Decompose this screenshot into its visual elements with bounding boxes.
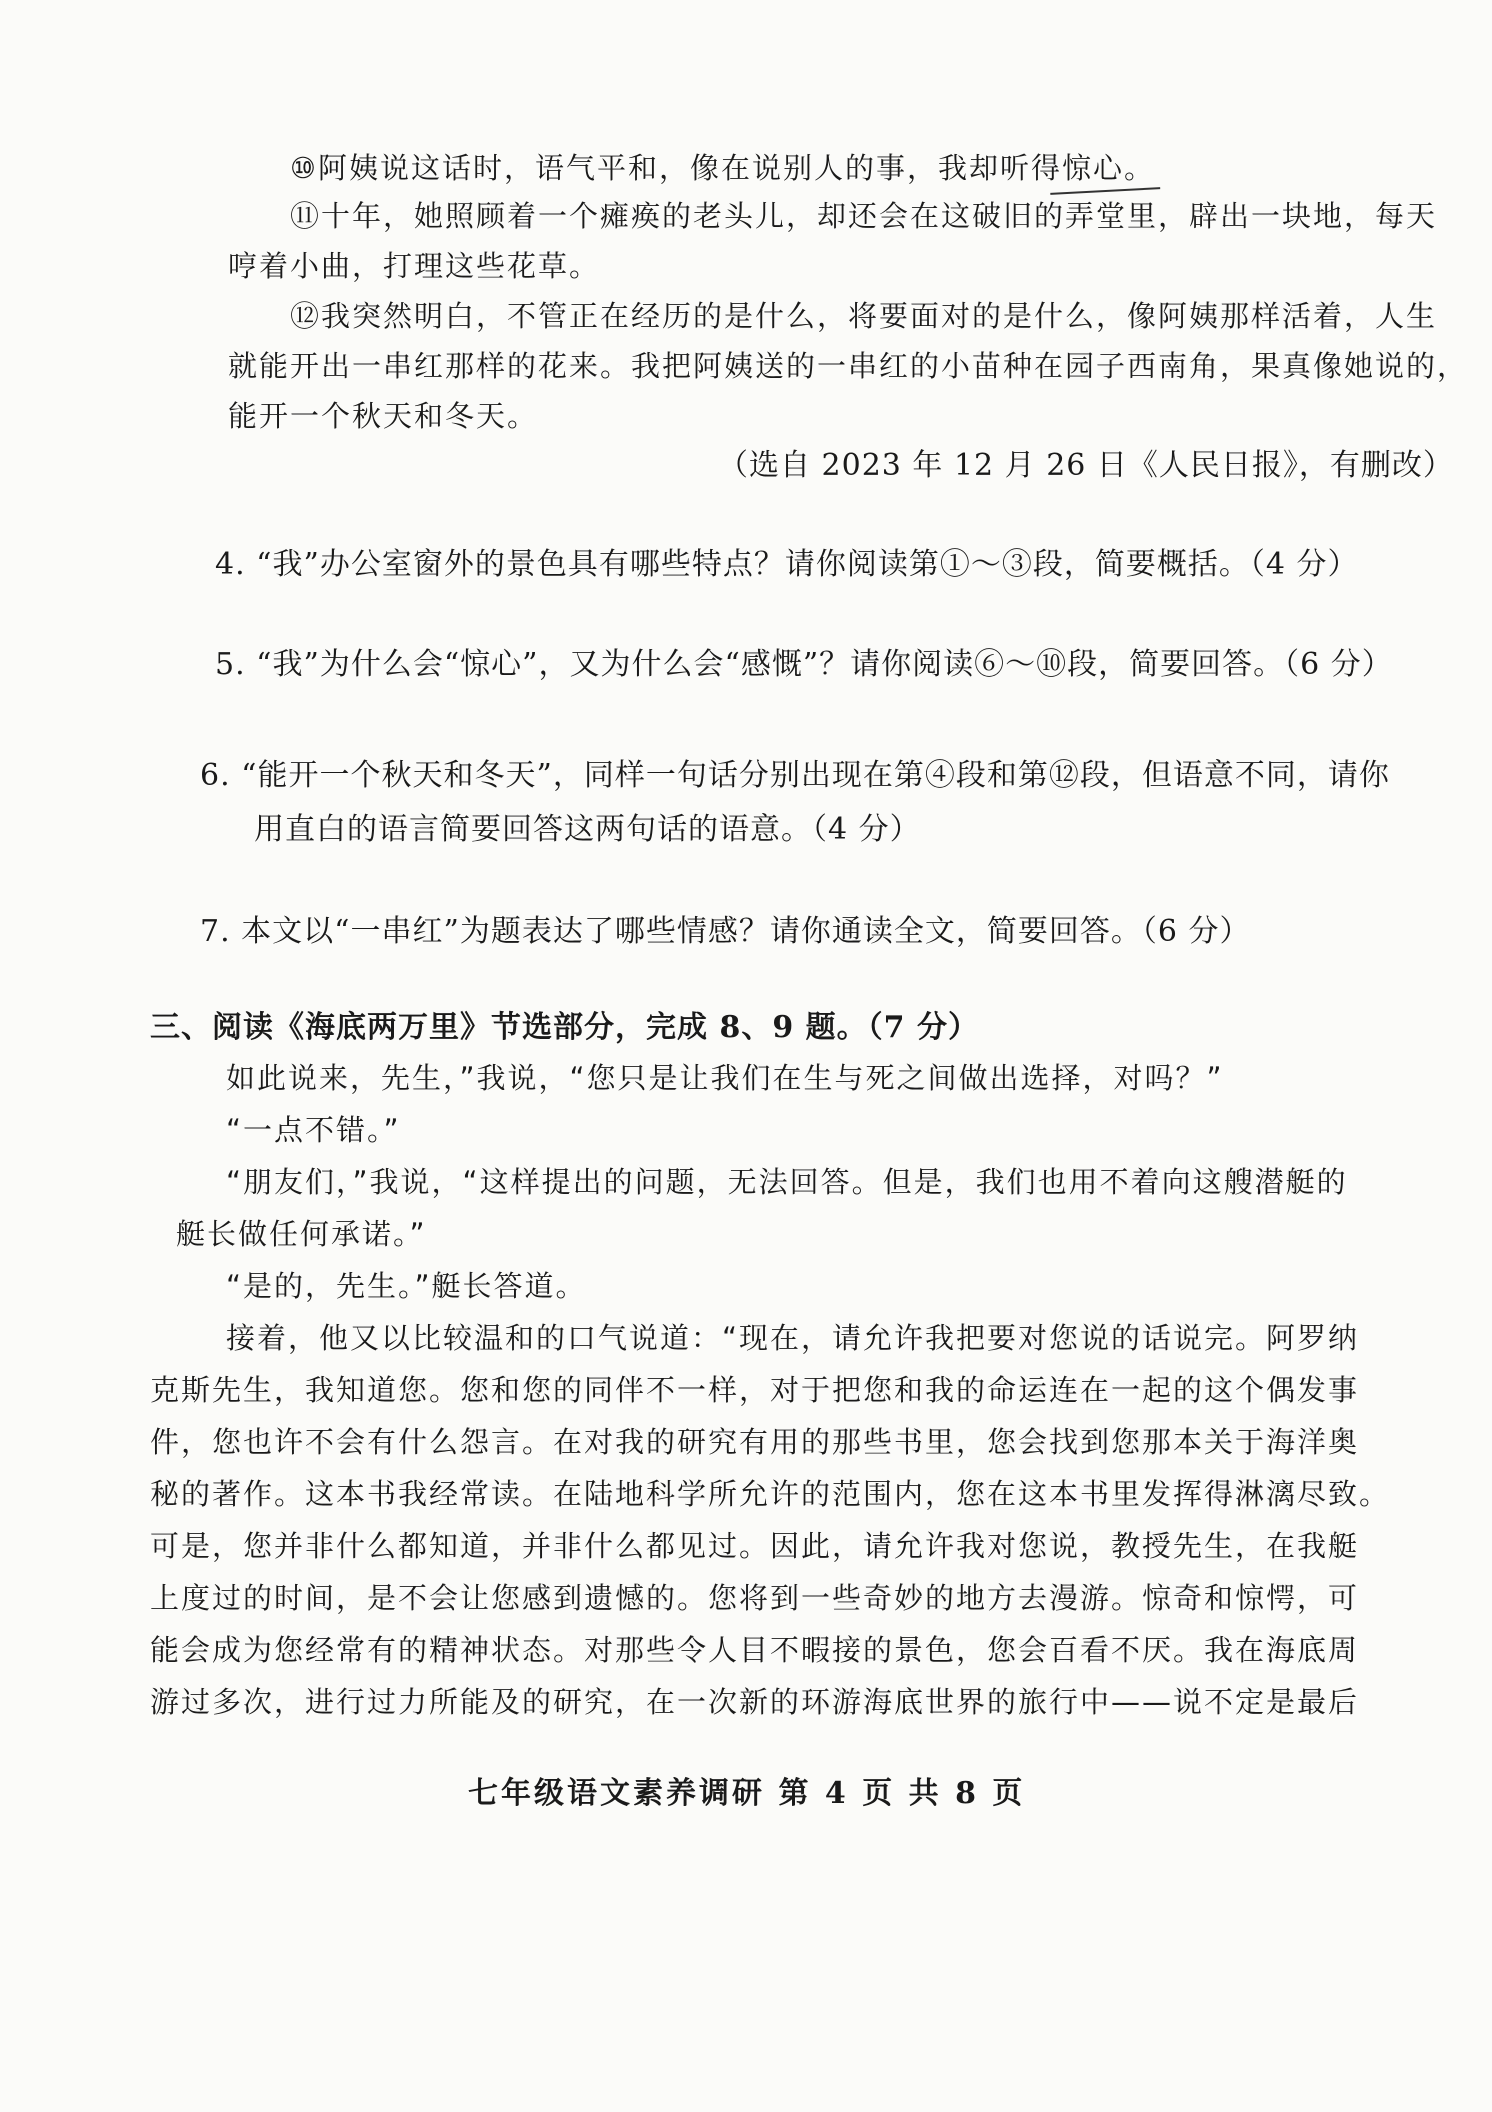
paragraph-12-line-1: ⑫我突然明白，不管正在经历的是什么，将要面对的是什么，像阿姨那样活着，人生	[290, 299, 1438, 333]
paragraph-10: ⑩阿姨说这话时，语气平和，像在说别人的事，我却听得惊心。	[290, 151, 1155, 185]
paragraph-12-line-3: 能开一个秋天和冬天。	[228, 399, 539, 433]
passage2-line: “一点不错。”	[226, 1113, 401, 1147]
question-5: 5. “我”为什么会“惊心”，又为什么会“感慨”？请你阅读⑥～⑩段，简要回答。（6 分）	[215, 647, 1393, 682]
passage2-line: 可是，您并非什么都知道，并非什么都见过。因此，请允许我对您说，教授先生，在我艇	[150, 1529, 1360, 1563]
passage2-line: “是的，先生。”艇长答道。	[226, 1269, 587, 1303]
passage2-line: 接着，他又以比较温和的口气说道：“现在，请允许我把要对您说的话说完。阿罗纳	[226, 1321, 1360, 1355]
question-6-line-2: 用直白的语言简要回答这两句话的语意。（4 分）	[254, 812, 921, 847]
passage2-line: 秘的著作。这本书我经常读。在陆地科学所允许的范围内，您在这本书里发挥得淋漓尽致。	[150, 1477, 1391, 1511]
passage2-line: 游过多次，进行过力所能及的研究，在一次新的环游海底世界的旅行中——说不定是最后	[150, 1685, 1360, 1719]
passage2-line: 上度过的时间，是不会让您感到遗憾的。您将到一些奇妙的地方去漫游。惊奇和惊愕，可	[150, 1581, 1360, 1615]
section-3-heading: 三、阅读《海底两万里》节选部分，完成 8、9 题。（7 分）	[150, 1010, 979, 1045]
paragraph-12-line-2: 就能开出一串红那样的花来。我把阿姨送的一串红的小苗种在园子西南角，果真像她说的，	[228, 349, 1469, 383]
paragraph-11-line-2: 哼着小曲，打理这些花草。	[228, 249, 601, 283]
passage2-line: 艇长做任何承诺。”	[176, 1217, 427, 1251]
passage2-line: 如此说来，先生，”我说，“您只是让我们在生与死之间做出选择，对吗？”	[226, 1061, 1224, 1095]
page-footer: 七年级语文素养调研 第 4 页 共 8 页	[468, 1776, 1026, 1811]
passage2-line: “朋友们，”我说，“这样提出的问题，无法回答。但是，我们也用不着向这艘潜艇的	[226, 1165, 1348, 1199]
passage-source: （选自 2023 年 12 月 26 日《人民日报》，有删改）	[718, 448, 1454, 483]
question-7: 7. 本文以“一串红”为题表达了哪些情感？请你通读全文，简要回答。（6 分）	[200, 914, 1251, 949]
question-4: 4. “我”办公室窗外的景色具有哪些特点？请你阅读第①～③段，简要概括。（4 分）	[215, 547, 1359, 582]
passage2-line: 克斯先生，我知道您。您和您的同伴不一样，对于把您和我的命运连在一起的这个偶发事	[150, 1373, 1360, 1407]
paragraph-11-line-1: ⑪十年，她照顾着一个瘫痪的老头儿，却还会在这破旧的弄堂里，辟出一块地，每天	[290, 199, 1438, 233]
passage2-line: 能会成为您经常有的精神状态。对那些令人目不暇接的景色，您会百看不厌。我在海底周	[150, 1633, 1360, 1667]
passage2-line: 件，您也许不会有什么怨言。在对我的研究有用的那些书里，您会找到您那本关于海洋奥	[150, 1425, 1360, 1459]
question-6-line-1: 6. “能开一个秋天和冬天”，同样一句话分别出现在第④段和第⑫段，但语意不同，请你	[200, 758, 1390, 793]
